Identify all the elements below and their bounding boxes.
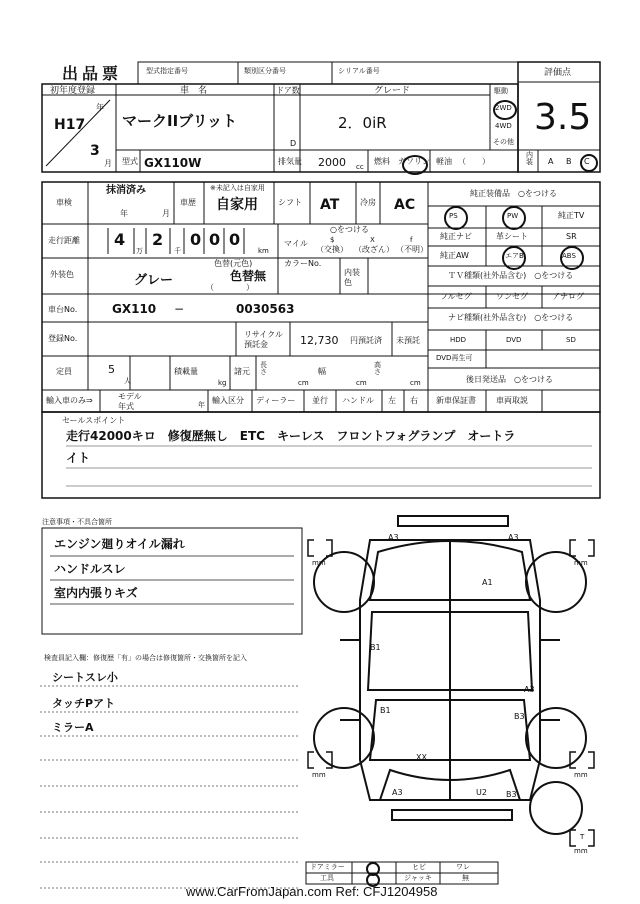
damage-label-xx: XX bbox=[416, 753, 427, 762]
tire-mm-rear-right: mm bbox=[574, 771, 588, 779]
damage-label-u2: U2 bbox=[476, 788, 487, 797]
accessory-warranty: 新車保証書 bbox=[436, 396, 476, 405]
accessory-manual: 車両取説 bbox=[496, 396, 528, 405]
inspection-label: 車検 bbox=[56, 198, 72, 207]
height-cm: cm bbox=[410, 379, 421, 387]
exterior-label: 外装色 bbox=[50, 270, 74, 279]
damage-label-a3-side: A3 bbox=[524, 685, 535, 694]
tampered-symbol: X bbox=[370, 236, 375, 244]
sales-point-line-2: イト bbox=[66, 451, 91, 465]
damage-label-b3-side: B3 bbox=[514, 712, 525, 721]
import-dealer: ディーラー bbox=[256, 396, 296, 405]
displacement-value: 2000 bbox=[318, 156, 346, 169]
recycle-paid: 円預託済 bbox=[350, 336, 382, 345]
mirror-label: ドアミラー bbox=[310, 863, 345, 871]
mirror-break: ワレ bbox=[456, 863, 470, 871]
mileage-digit-1: 4 bbox=[114, 230, 126, 249]
mileage-unknown: （不明） bbox=[396, 245, 428, 254]
color-change-label: 色替(元色) bbox=[214, 259, 253, 268]
interior-color-label: 内装色 bbox=[344, 268, 360, 287]
mileage-sen: 千 bbox=[174, 247, 181, 255]
shift-label: シフト bbox=[278, 198, 302, 207]
ac-value: AC bbox=[394, 197, 416, 213]
exchange-symbol: $ bbox=[330, 236, 335, 244]
drive-label: 駆動 bbox=[494, 87, 508, 95]
length-label: 長さ bbox=[260, 361, 267, 376]
recycle-value: 12,730 bbox=[300, 334, 339, 347]
equip-ps: PS bbox=[449, 212, 458, 220]
damage-label-b3-rear: B3 bbox=[506, 790, 517, 799]
mileage-digit-4: 0 bbox=[209, 230, 221, 249]
accessories-title: 後日発送品 ○をつける bbox=[466, 375, 553, 384]
chassis-dash: − bbox=[174, 302, 185, 316]
doors-value: D bbox=[290, 139, 297, 148]
width-label: 幅 bbox=[318, 367, 326, 376]
tire-mm-front-right: mm bbox=[574, 559, 588, 567]
mileage-exchange: （交換） bbox=[316, 245, 348, 254]
damage-label-a3-rear: A3 bbox=[392, 788, 403, 797]
mileage-digit-3: 0 bbox=[190, 230, 202, 249]
first-reg-month: 3 bbox=[90, 143, 100, 159]
tv-type-title: ＴＶ種類(社外品含む) ○をつける bbox=[448, 271, 574, 280]
navi-sd: SD bbox=[566, 336, 576, 344]
jack-none: 無 bbox=[462, 874, 469, 882]
car-name-label: 車 名 bbox=[180, 86, 208, 96]
recycle-unpaid: 未預託 bbox=[396, 336, 420, 345]
note-item-1: エンジン廻りオイル漏れ bbox=[54, 537, 185, 551]
mileage-km: km bbox=[258, 247, 269, 255]
car-diagram bbox=[308, 516, 594, 846]
handle-left: 左 bbox=[388, 396, 396, 405]
mileage-label: 走行距離 bbox=[48, 236, 80, 245]
equip-aw: 純正AW bbox=[440, 251, 469, 260]
chassis-prefix: GX110 bbox=[112, 302, 157, 316]
first-reg-label: 初年度登録 bbox=[50, 86, 96, 96]
damage-label-b1-front: B1 bbox=[370, 643, 381, 652]
score-value: 3.5 bbox=[534, 97, 592, 138]
load-kg: kg bbox=[218, 379, 227, 387]
interior-a: A bbox=[548, 157, 554, 166]
length-cm: cm bbox=[298, 379, 309, 387]
notes-label: 注意事項・不具合箇所 bbox=[42, 518, 112, 526]
tv-analog: アナログ bbox=[552, 292, 584, 301]
exterior-value: グレー bbox=[134, 273, 174, 288]
shift-value: AT bbox=[320, 197, 340, 213]
inspection-year-mark: 年 bbox=[120, 209, 128, 218]
equip-pw: PW bbox=[507, 212, 519, 220]
car-name: マークIIブリット bbox=[122, 112, 237, 130]
import-cat-label: 輸入区分 bbox=[212, 396, 244, 405]
handle-label: ハンドル bbox=[342, 396, 374, 405]
recycle-label: リサイクル預託金 bbox=[244, 330, 283, 349]
serial-label: シリアル番号 bbox=[338, 67, 380, 75]
history-value: 自家用 bbox=[216, 197, 258, 213]
type-cert-label: 型式指定番号 bbox=[146, 67, 188, 75]
model-value: GX110W bbox=[144, 156, 202, 170]
capacity-value: 5 bbox=[108, 363, 115, 376]
mileage-circle-hint: ○をつける bbox=[330, 225, 369, 234]
equip-airbag: エアB bbox=[505, 252, 524, 260]
interior-c: C bbox=[584, 157, 590, 166]
score-label: 評価点 bbox=[544, 68, 572, 78]
chassis-number: 0030563 bbox=[236, 302, 295, 316]
drive-other: その他 bbox=[493, 138, 514, 146]
first-reg-year: H17 bbox=[54, 117, 86, 133]
equip-leather: 革シート bbox=[496, 232, 528, 241]
fuel-light: 軽油 bbox=[436, 157, 452, 166]
import-label: 輸入車のみ⇒ bbox=[46, 396, 93, 405]
displacement-label: 排気量 bbox=[278, 157, 302, 166]
fuel-paren: （ ） bbox=[458, 157, 490, 166]
capacity-person: 人 bbox=[124, 377, 131, 385]
import-parallel: 並行 bbox=[312, 396, 328, 405]
unknown-symbol: f bbox=[410, 236, 413, 244]
color-change-paren: （ ） bbox=[206, 283, 254, 292]
mileage-tampered: （改ざん） bbox=[354, 245, 394, 254]
mileage-digit-5: 0 bbox=[229, 230, 241, 249]
fuel-label: 燃料 bbox=[374, 157, 390, 166]
damage-label-a3-front-right: A3 bbox=[508, 533, 519, 542]
drive-4wd: 4WD bbox=[495, 122, 512, 130]
history-label: 車歴 bbox=[180, 198, 196, 207]
grade-label: グレード bbox=[374, 86, 411, 96]
ac-label: 冷房 bbox=[360, 198, 376, 207]
tire-mm-spare: mm bbox=[574, 847, 588, 855]
form-title: 出品票 bbox=[62, 64, 123, 83]
damage-label-a1: A1 bbox=[482, 578, 493, 587]
color-no-label: カラーNo. bbox=[284, 259, 322, 268]
drive-2wd: 2WD bbox=[495, 104, 512, 112]
tools-label: 工具 bbox=[320, 874, 334, 882]
equipment-title: 純正装備品 ○をつける bbox=[470, 189, 557, 198]
inspector-label: 検査員記入欄：修復歴「有」の場合は修復箇所・交換箇所を記入 bbox=[44, 654, 247, 662]
load-label: 積載量 bbox=[174, 367, 198, 376]
model-label: 型式 bbox=[122, 157, 138, 166]
jack-label: ジャッキ bbox=[404, 874, 432, 882]
inspector-item-1: シートスレ小 bbox=[52, 671, 118, 684]
spare-tire-t: T bbox=[580, 833, 585, 841]
equip-abs: ABS bbox=[562, 252, 576, 260]
grade-value: 2．0iR bbox=[338, 114, 387, 132]
tv-one-seg: ワンセグ bbox=[496, 292, 528, 301]
dvd-play: DVD再生可 bbox=[436, 354, 473, 362]
damage-label-a3-front-left: A3 bbox=[388, 533, 399, 542]
fuel-gas: ガソリン bbox=[398, 157, 430, 166]
chassis-label: 車台No. bbox=[48, 305, 78, 314]
damage-label-b1-rear: B1 bbox=[380, 706, 391, 715]
watermark: www.CarFromJapan.com Ref: CFJ1204958 bbox=[186, 884, 438, 899]
model-year-label: モデル年式 bbox=[118, 392, 142, 411]
height-label: 高さ bbox=[374, 361, 381, 376]
inspection-month-mark: 月 bbox=[162, 209, 170, 218]
color-change-value: 色替無 bbox=[230, 269, 267, 283]
equip-tv: 純正TV bbox=[558, 211, 585, 220]
note-item-2: ハンドルスレ bbox=[54, 562, 126, 576]
mileage-miles: マイル bbox=[284, 239, 308, 248]
doors-label: ドア数 bbox=[276, 86, 300, 95]
cc-unit: cc bbox=[356, 163, 364, 171]
inspection-value: 抹消済み bbox=[106, 185, 146, 196]
interior-b: B bbox=[566, 157, 572, 166]
tire-mm-rear-left: mm bbox=[312, 771, 326, 779]
month-mark: 月 bbox=[104, 159, 112, 168]
handle-right: 右 bbox=[410, 396, 418, 405]
width-cm: cm bbox=[356, 379, 367, 387]
equip-sr: SR bbox=[566, 232, 577, 241]
tire-mm-front-left: mm bbox=[312, 559, 326, 567]
mileage-digit-2: 2 bbox=[152, 230, 164, 249]
inspector-item-2: タッチPアト bbox=[52, 697, 116, 710]
model-year-mark: 年 bbox=[198, 401, 205, 409]
interior-label: 内装 bbox=[526, 151, 533, 166]
mileage-man: 万 bbox=[136, 247, 143, 255]
equip-navi: 純正ナビ bbox=[440, 232, 472, 241]
plate-label: 登録No. bbox=[48, 334, 78, 343]
mirror-crack: ヒビ bbox=[412, 863, 426, 871]
navi-dvd: DVD bbox=[506, 336, 522, 344]
capacity-label: 定員 bbox=[56, 367, 72, 376]
history-note: ※未記入は自家用 bbox=[210, 184, 265, 192]
dims-label: 諸元 bbox=[234, 367, 250, 376]
tv-full-seg: フルセグ bbox=[440, 292, 472, 301]
category-label: 類別区分番号 bbox=[244, 67, 286, 75]
note-item-3: 室内内張りキズ bbox=[54, 586, 138, 600]
sales-point-line-1: 走行42000キロ 修復歴無し ETC キーレス フロントフォグランプ オートラ bbox=[66, 429, 516, 443]
sales-point-label: セールスポイント bbox=[62, 416, 126, 425]
year-mark: 年 bbox=[96, 103, 104, 112]
navi-hdd: HDD bbox=[450, 336, 467, 344]
inspector-item-3: ミラーA bbox=[52, 721, 94, 734]
navi-type-title: ナビ種類(社外品含む) ○をつける bbox=[448, 313, 574, 322]
